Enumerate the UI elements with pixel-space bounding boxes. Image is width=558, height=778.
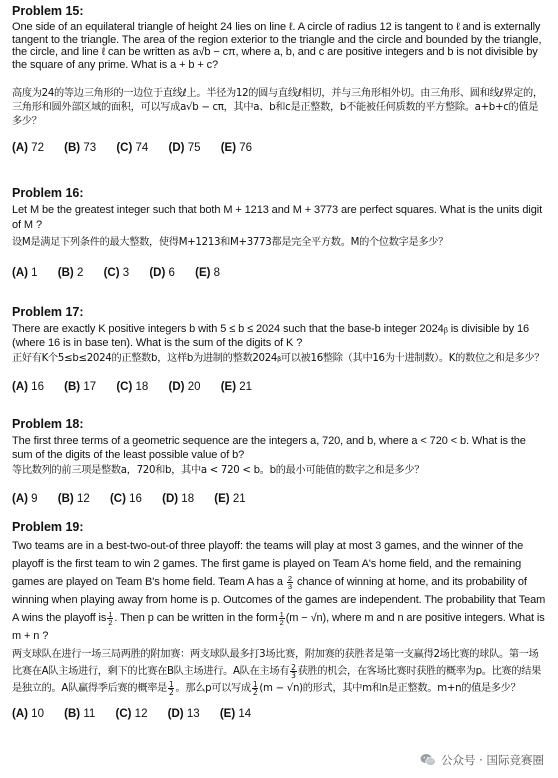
problem-title: Problem 15: — [12, 4, 84, 18]
answer-choices — [12, 492, 548, 506]
problem-text-chinese: 等比数列的前三项是整数a，720和b，其中a < 720 < b。b的最小可能值的数字之和是多少？ — [12, 465, 425, 476]
choice-b[interactable]: (B) 11 — [64, 708, 96, 720]
answer-choices — [12, 266, 548, 280]
choice-a[interactable]: (A) 10 — [12, 708, 44, 720]
watermark-footer — [420, 752, 544, 768]
problem-15 — [12, 4, 548, 155]
choice-b[interactable]: (B) 12 — [57, 493, 90, 505]
choice-a[interactable]: (A) 1 — [12, 267, 38, 279]
choice-d[interactable]: (D) 6 — [149, 267, 175, 279]
choice-d[interactable]: (D) 20 — [168, 381, 201, 393]
fraction-two-thirds: $\frac{2}{3}$ — [291, 662, 296, 680]
problem-text-english: Two teams are in a best-two-out-of three playoff: the teams will play at most 3 games, and the winner of the playoff is the first team to win 2 games. The first game is played on Team A's home field, and the remaining games are played on Team B's home field. Team A has a $\frac{2}{3}$ chance of winning at home, and its probability of winning when playing away from home is p. Outcomes of the games are independent. The probability that Team A wins the playoff is $\frac{1}{2}$ . Then p can be written in the form $\frac{1}{2}$ (m − √n), where m and n are positive integers. What is m + n ? — [12, 540, 546, 642]
problem-text-english: There are exactly K positive integers b with 5 ≤ b ≤ 2024 such that the base-b integer 2024ᵦ is divisible by 16 (where 16 is in base ten). What is the sum of the digits of K ? — [12, 323, 530, 349]
choice-a[interactable]: (A) 72 — [12, 142, 44, 155]
choice-a[interactable]: (A) 9 — [12, 493, 38, 505]
choice-d[interactable]: (D) 75 — [168, 142, 201, 155]
choice-b[interactable]: (B) 73 — [64, 142, 97, 155]
problem-text-english: One side of an equilateral triangle of height 24 lies on line ℓ. A circle of radius 12 is tangent to ℓ and is externally tangent to the triangle. The area of the region exterior to the triangle and the circle and bounded by the triangle, the circle, and line ℓ can be written as a√b − cπ, where a, b, and c are positive integers and b is not divisible by the square of any prime. What is a + b + c? — [12, 21, 542, 71]
choice-a[interactable]: (A) 16 — [12, 381, 44, 393]
choice-b[interactable]: (B) 17 — [64, 381, 97, 393]
problem-title: Problem 17: — [12, 305, 84, 319]
choice-d[interactable]: (D) 18 — [162, 493, 195, 505]
wechat-icon — [420, 753, 436, 767]
choice-e[interactable]: (E) 76 — [220, 142, 253, 155]
choice-c[interactable]: (C) 3 — [103, 267, 130, 279]
choice-e[interactable]: (E) 8 — [195, 267, 221, 279]
problem-18 — [12, 417, 548, 506]
problem-text-chinese: 正好有K个5≤b≤2024的正整数b，这样b为进制的整数2024ᵦ可以被16整除（其中16为十进制数）。K的数位之和是多少？ — [12, 353, 545, 364]
fraction-one-half: $\frac{1}{2}$ — [108, 609, 113, 627]
choice-e[interactable]: (E) 21 — [214, 493, 246, 505]
problem-17 — [12, 305, 548, 394]
problem-text-english: Let M be the greatest integer such that both M + 1213 and M + 3773 are perfect squares. What is the units digit of M ? — [12, 204, 543, 231]
choice-e[interactable]: (E) 14 — [219, 708, 252, 720]
footer-text: 公众号 · 国际竞赛圈 — [441, 753, 544, 767]
choice-d[interactable]: (D) 13 — [167, 708, 200, 720]
problem-text-chinese: 设M是满足下列条件的最大整数，使得M+1213和M+3773都是完全平方数。M的个位数字是多少？ — [12, 237, 449, 248]
choice-e[interactable]: (E) 21 — [220, 381, 253, 393]
problem-title: Problem 16: — [12, 186, 84, 200]
problem-title: Problem 18: — [12, 417, 84, 431]
choice-c[interactable]: (C) 74 — [116, 142, 149, 155]
choice-c[interactable]: (C) 16 — [109, 493, 142, 505]
problem-text-chinese: 高度为24的等边三角形的一边位于直线ℓ上。半径为12的圆与直线ℓ相切，并与三角形相外切。由三角形、圆和线ℓ界定的，三角形和圆外部区域的面积，可以写成a√b − cπ，其中a、b和c是正整数，b不能被任何质数的平方整除。a+b+c的值是多少？ — [12, 88, 543, 128]
fraction-one-half: $\frac{1}{2}$ — [168, 679, 174, 697]
answer-choices — [12, 380, 548, 394]
answer-choices — [12, 141, 548, 155]
problem-title: Problem 19: — [12, 520, 84, 534]
fraction-one-half: $\frac{1}{2}$ — [252, 679, 258, 697]
problem-text-chinese: 两支球队在进行一场三局两胜的附加赛：两支球队最多打3场比赛，附加赛的获胜者是第一支赢得2场比赛的球队。第一场比赛在A队主场进行，剩下的比赛在B队主场进行。A队在主场有 $\frac{2}{3}$ 获胜的机会，在客场比赛时获胜的概率为p。比赛的结果是独立的。A队赢得季后赛的概率是 $\frac{1}{2}$ 。那么p可以写成 $\frac{1}{2}$ (m − √n)的形式，其中m和n是正整数。m+n的值是多少？ — [12, 649, 542, 697]
problem-19 — [12, 520, 548, 721]
problem-text-english: The first three terms of a geometric sequence are the integers a, 720, and b, where a < 720 < b. What is the sum of the digits of the least possible value of b? — [12, 435, 526, 461]
choice-c[interactable]: (C) 12 — [115, 708, 148, 720]
choice-c[interactable]: (C) 18 — [116, 381, 149, 393]
choice-b[interactable]: (B) 2 — [57, 267, 84, 279]
problem-16 — [12, 186, 548, 280]
fraction-one-half: $\frac{1}{2}$ — [279, 609, 284, 627]
answer-choices — [12, 707, 548, 721]
fraction-two-thirds: $\frac{2}{3}$ — [287, 573, 292, 591]
